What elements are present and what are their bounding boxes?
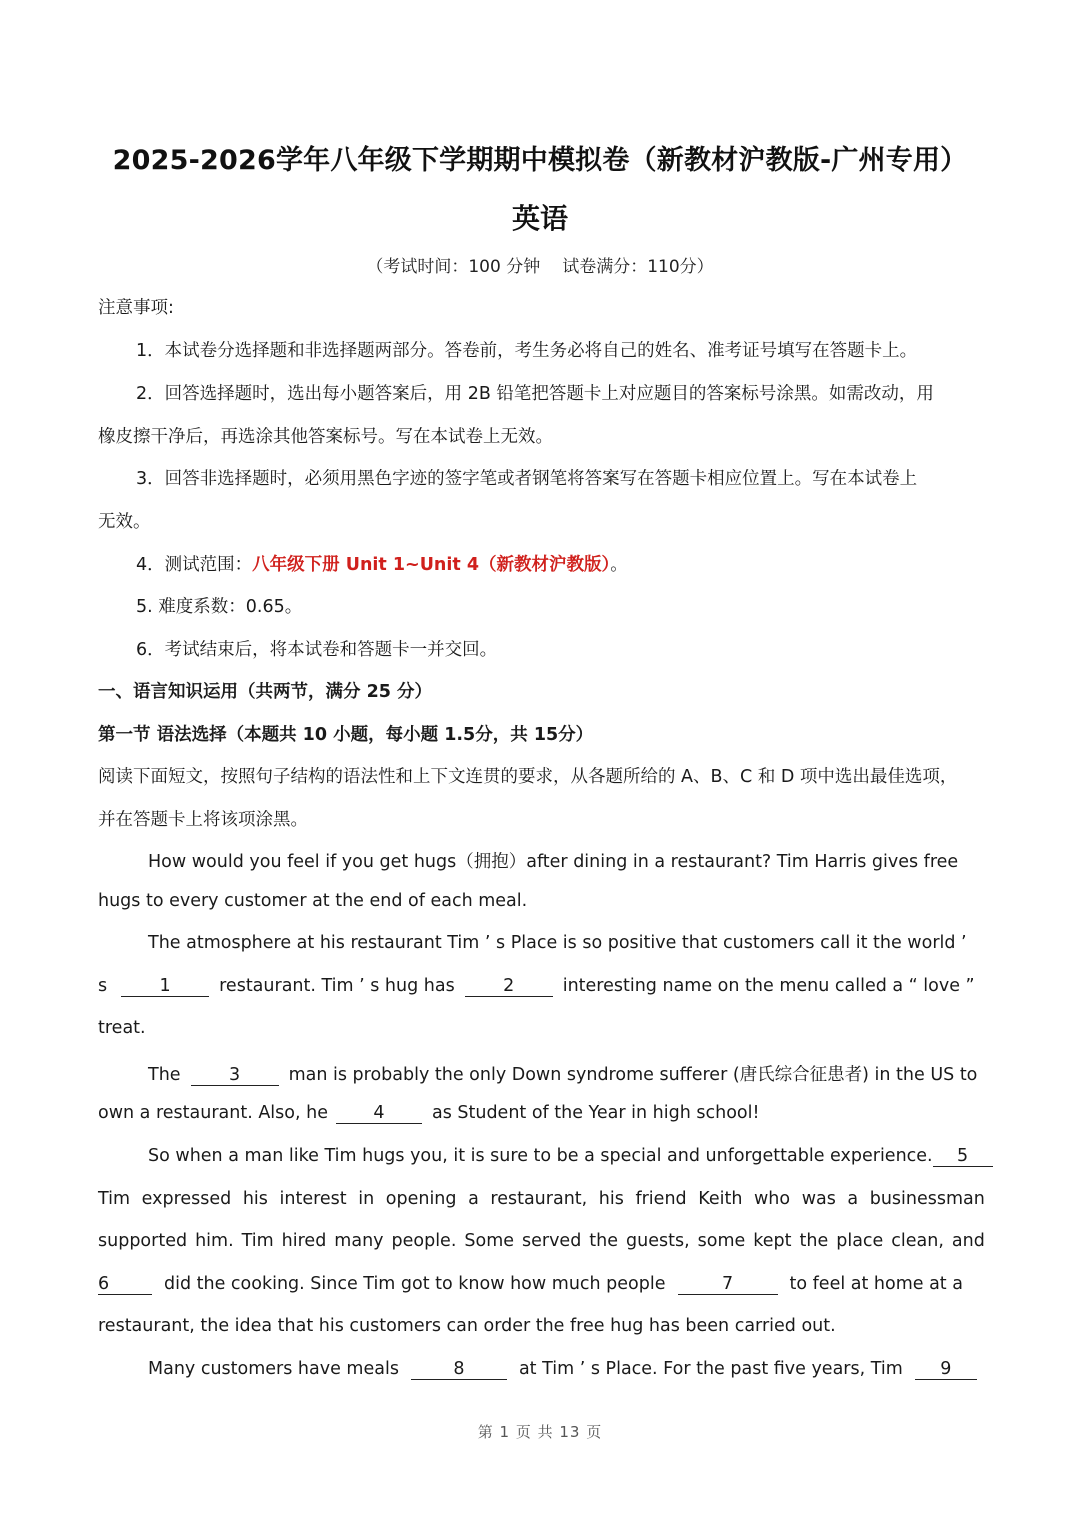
instructions-a: 阅读下面短文，按照句子结构的语法性和上下文连贯的要求，从各题所给的 A、B、C 和 D 项中选出最佳选项， [98,767,958,787]
passage-p3-a [148,1061,977,1086]
blank-7: 7 [678,1274,778,1295]
blank-1: 1 [121,976,209,997]
text-fragment: own a restaurant. Also, he [98,1103,328,1123]
passage-p2-a: The atmosphere at his restaurant Tim ’ s Place is so positive that customers call it the world ’ [148,933,967,953]
passage-p2-c: treat. [98,1018,146,1038]
word: place [836,1231,884,1251]
word: the [589,1231,619,1251]
notice-item-5: 5. 难度系数：0.65。 [136,597,303,617]
passage-p4-b [98,1189,985,1209]
instructions-b: 并在答题卡上将该项涂黑。 [98,810,308,830]
word: businessman [869,1189,985,1209]
word: him. [195,1231,234,1251]
test-range: 八年级下册 Unit 1~Unit 4（新教材沪教版） [252,555,611,575]
passage-p3-b [98,1103,760,1124]
exam-score: 试卷满分：110分） [562,257,714,277]
text-fragment: to feel at home at a [789,1274,963,1294]
text-fragment: restaurant. Tim ’ s hug has [219,976,455,996]
word: hired [281,1231,327,1251]
text-fragment: man is probably the only Down syndrome sufferer (唐氏综合征患者) in the US to [288,1065,978,1085]
word: who [753,1189,791,1209]
blank-5: 5 [933,1146,993,1167]
word: Some [464,1231,515,1251]
text-fragment: at Tim ’ s Place. For the past five years, Tim [518,1359,903,1379]
notice-item-2b: 橡皮擦干净后，再选涂其他答案标号。写在本试卷上无效。 [98,427,553,447]
notice-item-3b: 无效。 [98,512,151,532]
text-fragment: Many customers have meals [148,1359,399,1379]
blank-6: 6 [98,1274,152,1295]
word: guests, [626,1231,690,1251]
word: his [598,1189,624,1209]
word: a [847,1189,859,1209]
word: supported [98,1231,188,1251]
word: Keith [698,1189,743,1209]
subsection-heading: 第一节 语法选择（本题共 10 小题，每小题 1.5分，共 15分） [98,725,594,745]
word: clean, [891,1231,944,1251]
word: and [951,1231,985,1251]
notice-item-4 [136,551,628,576]
notice-item-4-suffix: 。 [610,555,628,575]
word: friend [635,1189,687,1209]
passage-p4-e: restaurant, the idea that his customers can order the free hug has been carried out. [98,1316,836,1336]
notice-item-3a: 3．回答非选择题时，必须用黑色字迹的签字笔或者钢笔将答案写在答题卡相应位置上。写在本试卷上 [136,469,918,489]
page-number: 第 1 页 共 13 页 [477,1423,603,1441]
word: many [334,1231,384,1251]
word: his [242,1189,268,1209]
passage-p4-a [148,1146,993,1167]
word: kept [753,1231,792,1251]
notice-item-1: 1．本试卷分选择题和非选择题两部分。答卷前，考生务必将自己的姓名、准考证号填写在答题卡上。 [136,341,918,361]
passage-p4-d [98,1274,963,1295]
passage-p2-b [98,976,975,997]
blank-9: 9 [915,1359,977,1380]
notice-heading: 注意事项: [98,298,174,318]
word: was [801,1189,836,1209]
blank-3: 3 [191,1065,279,1086]
word: expressed [141,1189,232,1209]
subject-title: 英语 [511,202,568,235]
blank-8: 8 [411,1359,507,1380]
word: opening [385,1189,457,1209]
text-fragment: So when a man like Tim hugs you, it is sure to be a special and unforgettable experience. [148,1146,933,1166]
text-fragment: did the cooking. Since Tim got to know how much people [164,1274,666,1294]
exam-title: 2025-2026学年八年级下学期期中模拟卷（新教材沪教版-广州专用） [112,145,968,176]
part-heading: 一、语言知识运用（共两节，满分 25 分） [98,682,433,702]
passage-p1-b: hugs to every customer at the end of each meal. [98,891,528,911]
text-fragment: interesting name on the menu called a “ love ” [562,976,975,996]
word: Tim [98,1189,131,1209]
passage-p4-c [98,1231,985,1251]
word: restaurant, [490,1189,588,1209]
word: some [697,1231,746,1251]
word: interest [279,1189,347,1209]
word: people. [391,1231,457,1251]
word: in [358,1189,375,1209]
notice-item-2a: 2．回答选择题时，选出每小题答案后，用 2B 铅笔把答题卡上对应题目的答案标号涂黑。如需改动，用 [136,384,934,404]
text-fragment: The [148,1065,181,1085]
word: Tim [241,1231,274,1251]
passage-p1-a: How would you feel if you get hugs（拥抱）after dining in a restaurant? Tim Harris gives free [148,852,959,872]
notice-item-4-prefix: 4．测试范围： [136,555,253,575]
word: served [522,1231,582,1251]
passage-p5-a [148,1359,977,1380]
word: the [799,1231,829,1251]
blank-4: 4 [336,1103,422,1124]
word: a [468,1189,479,1209]
exam-info [0,252,1080,277]
exam-time: （考试时间：100 分钟 [366,257,541,277]
blank-2: 2 [465,976,553,997]
notice-item-6: 6．考试结束后，将本试卷和答题卡一并交回。 [136,640,498,660]
text-fragment: s [98,976,108,996]
text-fragment: as Student of the Year in high school! [431,1103,760,1123]
